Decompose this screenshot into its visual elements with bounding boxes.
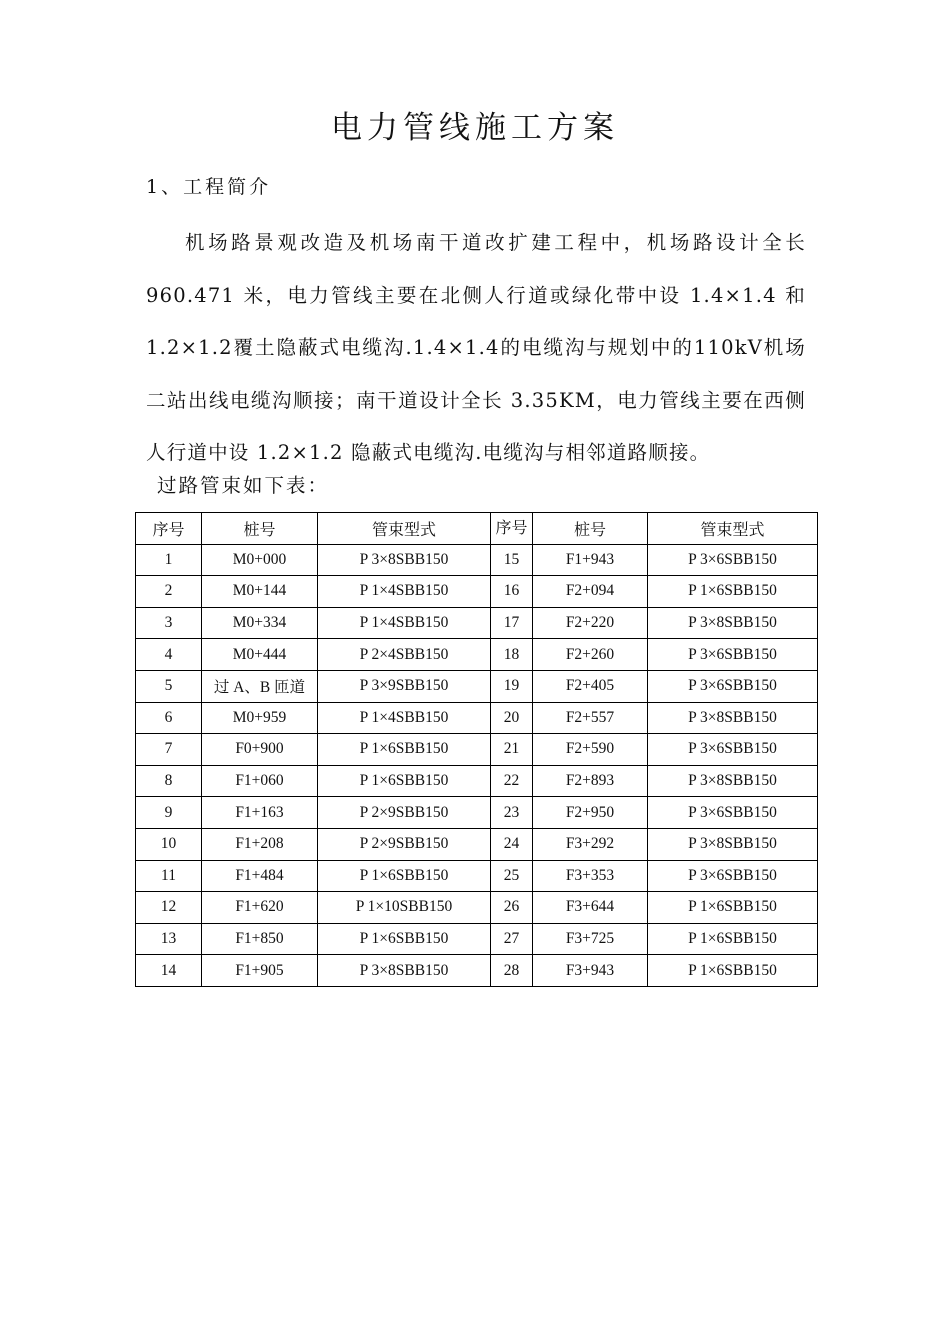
station-cell: M0+144 [202, 576, 318, 608]
description-paragraph: 机场路景观改造及机场南干道改扩建工程中，机场路设计全长960.471 米，电力管线主要在北侧人行道或绿化带中设 1.4×1.4 和1.2×1.2覆土隐蔽式电缆沟.1.4×1.4的电缆沟与规划中的110kV机场二站出线电缆沟顺接；南干道设计全长 3.35KM，电力管线主要在西侧人行道中设 1.2×1.2 隐蔽式电缆沟.电缆沟与相邻道路顺接。 [146, 231, 806, 464]
bundle-type-cell: P 3×8SBB150 [648, 828, 818, 860]
seq-cell: 1 [136, 544, 202, 576]
bundle-type-cell: P 3×8SBB150 [648, 702, 818, 734]
bundle-type-cell: P 2×4SBB150 [318, 639, 491, 671]
bundle-type-cell: P 1×4SBB150 [318, 702, 491, 734]
seq-cell: 18 [491, 639, 533, 671]
table-row [136, 955, 818, 987]
bundle-type-cell: P 1×10SBB150 [318, 892, 491, 924]
station-cell: M0+000 [202, 544, 318, 576]
table-row [136, 734, 818, 766]
table-row [136, 765, 818, 797]
bundle-type-cell: P 3×8SBB150 [648, 607, 818, 639]
seq-cell: 8 [136, 765, 202, 797]
station-cell: F1+484 [202, 860, 318, 892]
bundle-type-cell: P 1×6SBB150 [648, 892, 818, 924]
bundle-type-cell: P 3×8SBB150 [648, 765, 818, 797]
bundle-type-cell: P 3×6SBB150 [648, 797, 818, 829]
project-description [146, 217, 806, 480]
station-cell: F3+725 [533, 923, 648, 955]
seq-cell: 24 [491, 828, 533, 860]
station-cell: F1+163 [202, 797, 318, 829]
seq-cell: 27 [491, 923, 533, 955]
table-caption: 过路管束如下表： [157, 474, 330, 497]
bundle-type-cell: P 1×6SBB150 [318, 765, 491, 797]
table-header-row [136, 513, 818, 545]
station-cell: F2+260 [533, 639, 648, 671]
station-cell: F2+094 [533, 576, 648, 608]
station-cell: 过 A、B 匝道 [202, 670, 318, 702]
bundle-type-cell: P 1×6SBB150 [318, 860, 491, 892]
seq-cell: 9 [136, 797, 202, 829]
table-row [136, 702, 818, 734]
table-row [136, 892, 818, 924]
table-row [136, 670, 818, 702]
table-row [136, 639, 818, 671]
header-seq-right: 序号 [491, 513, 533, 545]
bundle-type-cell: P 3×6SBB150 [648, 734, 818, 766]
station-cell: F2+590 [533, 734, 648, 766]
station-cell: F3+292 [533, 828, 648, 860]
seq-cell: 21 [491, 734, 533, 766]
bundle-type-cell: P 1×6SBB150 [648, 923, 818, 955]
seq-cell: 20 [491, 702, 533, 734]
seq-cell: 15 [491, 544, 533, 576]
header-station-right: 桩号 [533, 513, 648, 545]
table-row [136, 576, 818, 608]
table-row [136, 828, 818, 860]
seq-cell: 13 [136, 923, 202, 955]
seq-cell: 26 [491, 892, 533, 924]
seq-cell: 17 [491, 607, 533, 639]
bundle-type-cell: P 3×6SBB150 [648, 860, 818, 892]
station-cell: M0+334 [202, 607, 318, 639]
seq-cell: 25 [491, 860, 533, 892]
table-row [136, 607, 818, 639]
station-cell: F3+644 [533, 892, 648, 924]
bundle-type-cell: P 1×6SBB150 [318, 734, 491, 766]
station-cell: F2+557 [533, 702, 648, 734]
station-cell: M0+444 [202, 639, 318, 671]
station-cell: F1+620 [202, 892, 318, 924]
header-bundle-left: 管束型式 [318, 513, 491, 545]
seq-cell: 11 [136, 860, 202, 892]
station-cell: F1+943 [533, 544, 648, 576]
bundle-type-cell: P 3×8SBB150 [318, 955, 491, 987]
station-cell: F2+950 [533, 797, 648, 829]
bundle-type-cell: P 1×4SBB150 [318, 576, 491, 608]
station-cell: F0+900 [202, 734, 318, 766]
seq-cell: 6 [136, 702, 202, 734]
table-row [136, 544, 818, 576]
seq-cell: 2 [136, 576, 202, 608]
bundle-type-cell: P 3×8SBB150 [318, 544, 491, 576]
table-row [136, 860, 818, 892]
station-cell: F1+060 [202, 765, 318, 797]
seq-cell: 14 [136, 955, 202, 987]
crossing-bundle-table [135, 512, 818, 987]
bundle-type-cell: P 3×6SBB150 [648, 639, 818, 671]
station-cell: F2+893 [533, 765, 648, 797]
station-cell: F1+905 [202, 955, 318, 987]
station-cell: F3+353 [533, 860, 648, 892]
section-heading: 1、工程简介 [146, 176, 272, 198]
bundle-type-cell: P 2×9SBB150 [318, 797, 491, 829]
seq-cell: 4 [136, 639, 202, 671]
seq-cell: 5 [136, 670, 202, 702]
table-body [136, 544, 818, 986]
station-cell: F3+943 [533, 955, 648, 987]
seq-cell: 10 [136, 828, 202, 860]
header-station-left: 桩号 [202, 513, 318, 545]
seq-cell: 28 [491, 955, 533, 987]
seq-cell: 12 [136, 892, 202, 924]
station-cell: F1+850 [202, 923, 318, 955]
station-cell: F2+220 [533, 607, 648, 639]
table-row [136, 923, 818, 955]
bundle-type-cell: P 1×6SBB150 [648, 576, 818, 608]
bundle-type-cell: P 3×9SBB150 [318, 670, 491, 702]
station-cell: M0+959 [202, 702, 318, 734]
table-row [136, 797, 818, 829]
seq-cell: 23 [491, 797, 533, 829]
bundle-type-cell: P 2×9SBB150 [318, 828, 491, 860]
seq-cell: 3 [136, 607, 202, 639]
bundle-type-cell: P 1×4SBB150 [318, 607, 491, 639]
seq-cell: 19 [491, 670, 533, 702]
seq-cell: 22 [491, 765, 533, 797]
header-bundle-right: 管束型式 [648, 513, 818, 545]
header-seq-left: 序号 [136, 513, 202, 545]
bundle-type-cell: P 1×6SBB150 [318, 923, 491, 955]
bundle-type-cell: P 3×6SBB150 [648, 544, 818, 576]
bundle-type-cell: P 3×6SBB150 [648, 670, 818, 702]
seq-cell: 16 [491, 576, 533, 608]
station-cell: F1+208 [202, 828, 318, 860]
bundle-type-cell: P 1×6SBB150 [648, 955, 818, 987]
seq-cell: 7 [136, 734, 202, 766]
page-title: 电力管线施工方案 [331, 110, 619, 146]
station-cell: F2+405 [533, 670, 648, 702]
